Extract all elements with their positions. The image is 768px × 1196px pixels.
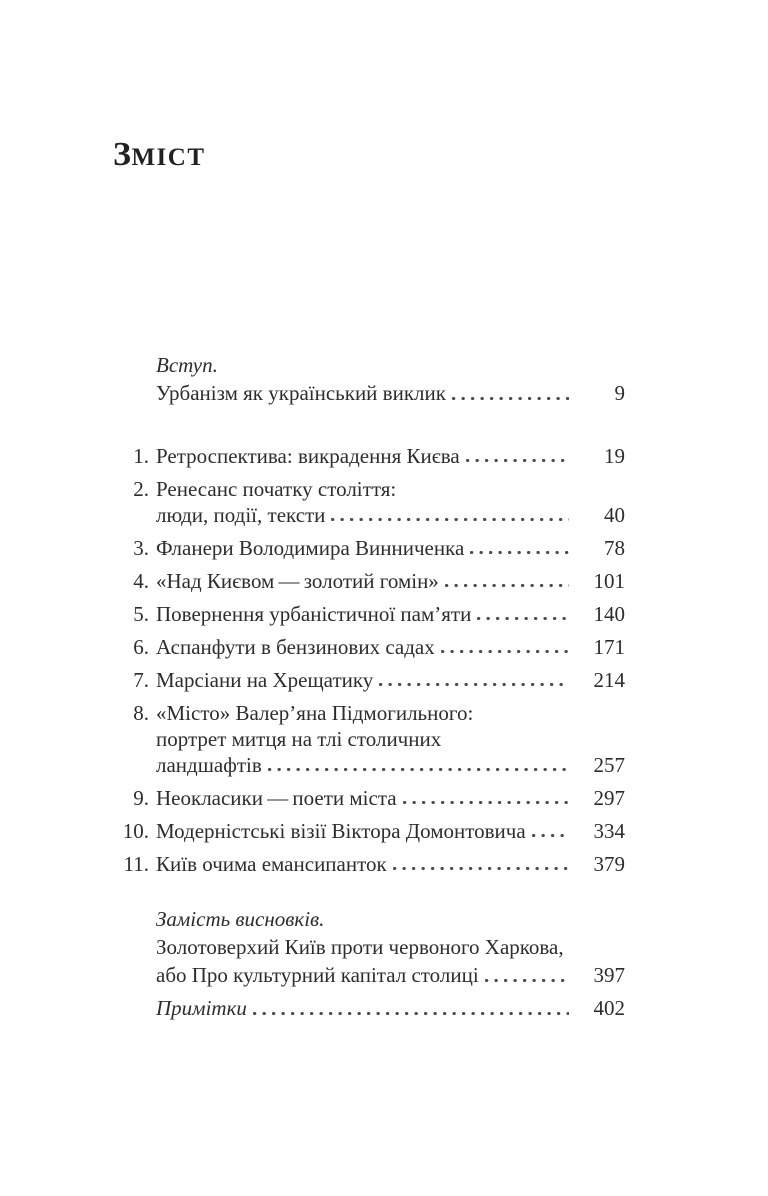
entry-number — [113, 351, 149, 407]
entry-line — [156, 726, 579, 752]
entry-page-number: 19 — [604, 444, 625, 468]
toc-entry — [113, 851, 625, 877]
entry-title — [156, 634, 579, 660]
entry-page-number: 297 — [593, 786, 625, 810]
entry-text: портрет митця на тлі столичних — [156, 727, 442, 751]
entry-title — [156, 351, 579, 407]
entry-page-number: 78 — [604, 536, 625, 560]
toc-entry — [113, 601, 625, 627]
entry-number: 9. — [133, 786, 149, 810]
entry-line — [156, 535, 579, 561]
entry-line — [156, 568, 579, 594]
entry-number: 7. — [133, 668, 149, 692]
entry-text: Київ очима емансипанток — [156, 852, 387, 876]
entry-title — [156, 994, 579, 1022]
entry-line — [156, 785, 579, 811]
dot-leader — [452, 379, 569, 407]
toc-section-intro — [113, 351, 625, 407]
entry-text: Ренесанс початку століття: — [156, 477, 397, 501]
entry-number: 11. — [123, 852, 149, 876]
entry-text: або Про культурний капітал столиці — [156, 963, 479, 987]
toc-entry — [113, 443, 625, 469]
entry-text: Золотоверхий Київ проти червоного Харкова, — [156, 935, 564, 959]
entry-title — [156, 568, 579, 594]
toc-entry — [113, 700, 625, 778]
entry-line — [156, 961, 579, 989]
entry-text: Вступ. — [156, 353, 218, 377]
entry-number: 6. — [133, 635, 149, 659]
entry-text: Примітки — [156, 996, 247, 1020]
dot-leader — [445, 568, 569, 594]
dot-leader — [393, 851, 569, 877]
entry-number: 8. — [133, 701, 149, 725]
entry-page-number: 334 — [593, 819, 625, 843]
page-title-rest: МІСТ — [131, 144, 206, 171]
entry-page-number: 257 — [593, 753, 625, 777]
entry-page-number: 101 — [593, 569, 625, 593]
toc-entry — [113, 818, 625, 844]
entry-line — [156, 752, 579, 778]
entry-text: люди, події, тексти — [156, 503, 326, 527]
dot-leader — [470, 535, 569, 561]
entry-line — [156, 818, 579, 844]
entry-title — [156, 476, 579, 528]
entry-line — [156, 994, 579, 1022]
entry-line — [156, 905, 579, 933]
dot-leader — [268, 752, 569, 778]
entry-line — [156, 502, 579, 528]
entry-line — [156, 667, 579, 693]
toc-list — [113, 351, 625, 1022]
entry-text: «Над Києвом — золотий гомін» — [156, 569, 439, 593]
page-title — [113, 138, 738, 175]
entry-number — [113, 994, 149, 1022]
entry-text: Ретроспектива: викрадення Києва — [156, 444, 460, 468]
entry-page-number: 214 — [593, 668, 625, 692]
entry-number: 10. — [122, 819, 149, 843]
dot-leader — [379, 667, 569, 693]
toc-section-outro — [113, 905, 625, 1022]
entry-title — [156, 443, 579, 469]
toc-entry — [113, 667, 625, 693]
entry-title — [156, 905, 579, 989]
entry-title — [156, 601, 579, 627]
dot-leader — [331, 502, 569, 528]
entry-line — [156, 379, 579, 407]
dot-leader — [441, 634, 569, 660]
entry-text: Неокласики — поети міста — [156, 786, 397, 810]
entry-number — [113, 905, 149, 989]
entry-page-number: 402 — [593, 996, 625, 1020]
entry-page-number: 379 — [593, 852, 625, 876]
dot-leader — [466, 443, 569, 469]
dot-leader — [477, 601, 569, 627]
entry-text: Аспанфути в бензинових садах — [156, 635, 435, 659]
toc-entry — [113, 351, 625, 407]
entry-page-number: 9 — [614, 381, 625, 405]
entry-title — [156, 535, 579, 561]
entry-line — [156, 634, 579, 660]
entry-page-number: 40 — [604, 503, 625, 527]
entry-number: 1. — [133, 444, 149, 468]
entry-line — [156, 601, 579, 627]
entry-text: Модерністські візії Віктора Домонтовича — [156, 819, 526, 843]
entry-title — [156, 785, 579, 811]
entry-line — [156, 443, 579, 469]
dot-leader — [532, 818, 569, 844]
entry-page-number: 397 — [593, 963, 625, 987]
toc-entry — [113, 785, 625, 811]
entry-title — [156, 667, 579, 693]
entry-title — [156, 818, 579, 844]
entry-text: Замість висновків. — [156, 907, 325, 931]
entry-line — [156, 476, 579, 502]
entry-number: 2. — [133, 477, 149, 501]
entry-text: Фланери Володимира Винниченка — [156, 536, 465, 560]
entry-number: 3. — [133, 536, 149, 560]
dot-leader — [485, 961, 569, 989]
toc-entry — [113, 568, 625, 594]
toc-section-chapters — [113, 443, 625, 877]
entry-title — [156, 851, 579, 877]
entry-text: Марсіани на Хрещатику — [156, 668, 374, 692]
toc-entry — [113, 634, 625, 660]
toc-entry — [113, 476, 625, 528]
entry-line — [156, 351, 579, 379]
entry-text: Повернення урбаністичної пам’яти — [156, 602, 472, 626]
entry-line — [156, 933, 579, 961]
entry-page-number: 140 — [593, 602, 625, 626]
entry-text: ландшафтів — [156, 753, 262, 777]
dot-leader — [253, 994, 569, 1022]
entry-text: «Місто» Валер’яна Підмогильного: — [156, 701, 474, 725]
entry-number: 4. — [133, 569, 149, 593]
entry-line — [156, 700, 579, 726]
toc-entry — [113, 535, 625, 561]
page-title-initial: З — [113, 136, 132, 173]
entry-line — [156, 851, 579, 877]
toc-entry — [113, 994, 625, 1022]
entry-page-number: 171 — [593, 635, 625, 659]
dot-leader — [403, 785, 569, 811]
toc-entry — [113, 905, 625, 989]
entry-title — [156, 700, 579, 778]
entry-number: 5. — [133, 602, 149, 626]
entry-text: Урбанізм як український виклик — [156, 381, 446, 405]
